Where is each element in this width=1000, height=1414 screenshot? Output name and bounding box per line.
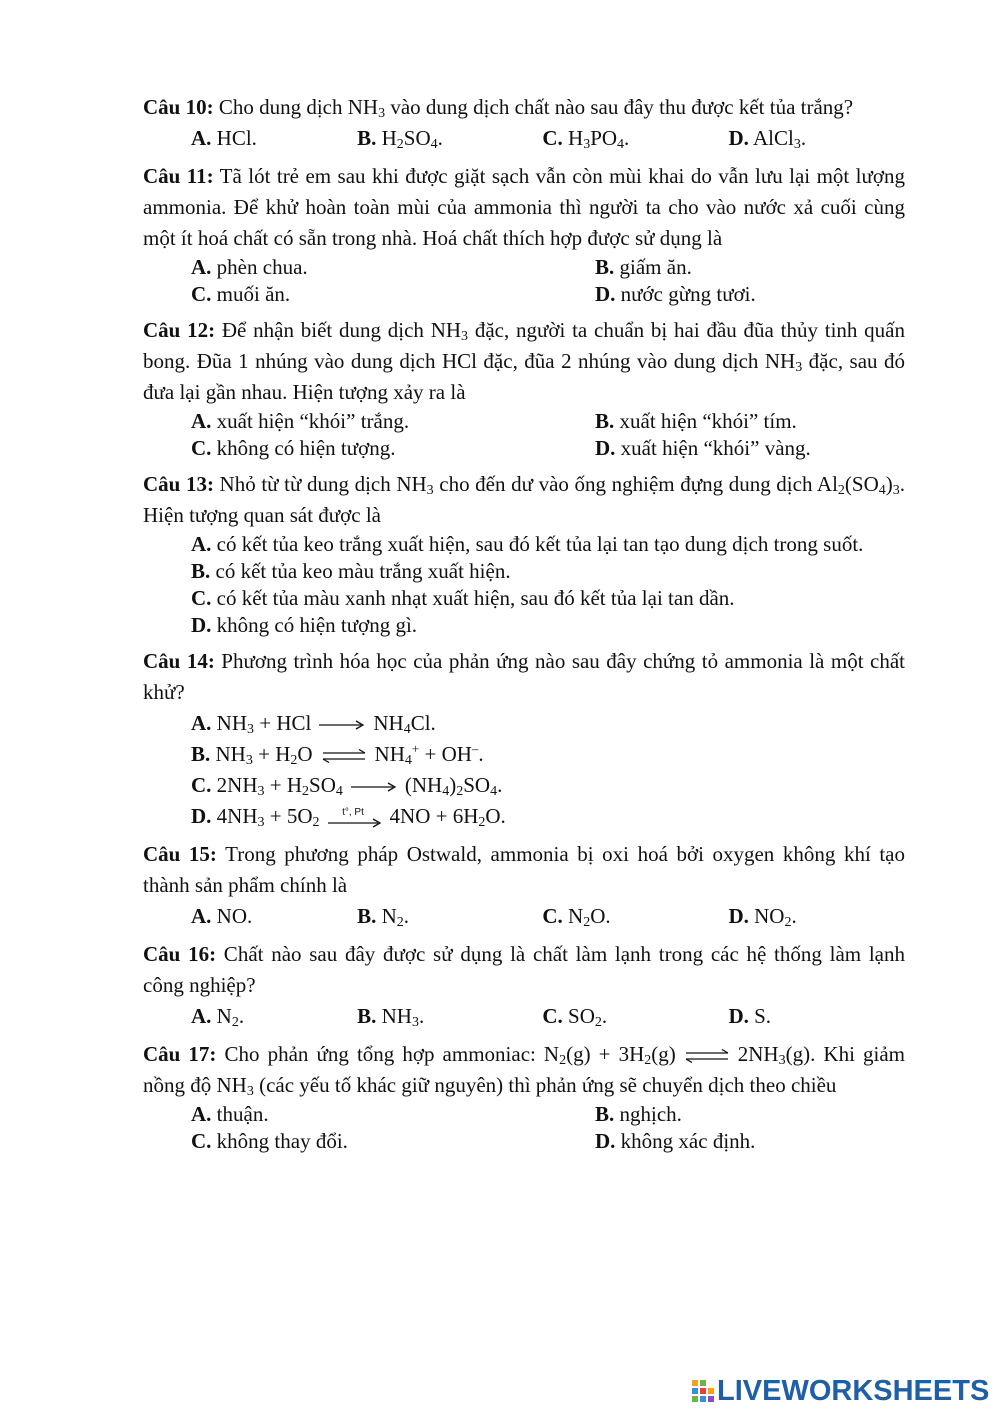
option-d[interactable]: D. $NO_2$. — [728, 904, 797, 930]
question-label: Câu 14: — [143, 649, 215, 673]
option-a[interactable]: A. phèn chua. — [191, 255, 308, 279]
question-stem: Cho phản ứng tổng hợp ammoniac: $N_2(g) + 3H_2(g)$ — [216, 1042, 676, 1068]
options-row — [191, 281, 905, 308]
right-arrow-condition-icon — [328, 807, 382, 829]
question-label: Câu 16: — [143, 942, 217, 966]
option-a[interactable]: A. $N_2$. — [191, 1004, 245, 1030]
question-label: Câu 17: — [143, 1042, 217, 1066]
equilibrium-arrow-icon — [684, 1049, 730, 1063]
question-label: Câu 11: — [143, 164, 214, 188]
option-c[interactable]: C. muối ăn. — [191, 282, 291, 306]
option-b[interactable]: B. $N_2$. — [357, 904, 410, 930]
option-b[interactable]: B. $NH_3$. — [357, 1004, 425, 1030]
liveworksheets-logo — [692, 1376, 989, 1406]
question-10 — [143, 92, 905, 154]
option-c[interactable]: C. có kết tủa màu xanh nhạt xuất hiện, sau đó kết tủa lại tan dần. — [191, 586, 735, 610]
option-a[interactable]: A. $NH_3$ + HCl $NH_4Cl$. — [191, 711, 436, 737]
question-stem: Chất nào sau đây được sử dụng là chất làm lạnh trong các hệ thống làm lạnh công nghiệp? — [143, 942, 905, 997]
option-b[interactable]: B. nghịch. — [595, 1102, 682, 1126]
options-row — [191, 1128, 905, 1155]
question-label: Câu 10: — [143, 95, 214, 119]
options-row — [191, 435, 905, 462]
question-stem: Trong phương pháp Ostwald, ammonia bị oxi hoá bởi oxygen không khí tạo thành sản phẩm chính là — [143, 842, 906, 897]
option-d[interactable]: D. xuất hiện “khói” vàng. — [595, 436, 811, 460]
options-row — [191, 1101, 905, 1128]
question-label: Câu 13: — [143, 472, 214, 496]
liveworksheets-logo-icon — [692, 1380, 714, 1402]
option-c[interactable]: C. $N_2O$. — [542, 904, 611, 930]
option-a[interactable]: A. HCl. — [191, 126, 257, 150]
option-a[interactable]: A. xuất hiện “khói” trắng. — [191, 409, 410, 433]
right-arrow-icon — [319, 719, 365, 731]
option-b[interactable]: B. có kết tủa keo màu trắng xuất hiện. — [191, 559, 511, 583]
option-a[interactable]: A. thuận. — [191, 1102, 269, 1126]
option-d[interactable]: D. không có hiện tượng gì. — [191, 613, 418, 637]
option-d[interactable]: D. AlCl$_3$. — [728, 126, 807, 152]
option-c[interactable]: C. không có hiện tượng. — [191, 436, 396, 460]
question-14 — [143, 646, 905, 832]
option-a[interactable]: A. có kết tủa keo trắng xuất hiện, sau đó kết tủa lại tan tạo dung dịch trong suốt. — [191, 532, 864, 556]
question-15 — [143, 839, 905, 932]
option-a[interactable]: A. NO. — [191, 904, 253, 928]
question-11 — [143, 161, 905, 308]
question-label: Câu 12: — [143, 318, 216, 342]
question-16 — [143, 939, 905, 1032]
option-b[interactable]: B. $NH_3 + H_2O$ $NH_4^+ + OH^-$. — [191, 741, 484, 768]
question-stem: Cho dung dịch $NH_3$ vào dung dịch chất nào sau đây thu được kết tủa trắng? — [213, 95, 854, 121]
option-d[interactable]: D. không xác định. — [595, 1129, 756, 1153]
worksheet-page — [143, 92, 905, 1162]
option-d[interactable]: D. nước gừng tươi. — [595, 282, 756, 306]
question-17 — [143, 1039, 905, 1155]
reaction-condition: t°, Pt — [341, 807, 364, 819]
question-label: Câu 15: — [143, 842, 217, 866]
question-stem: Tã lót trẻ em sau khi được giặt sạch vẫn còn mùi khai do vẫn lưu lại một lượng ammonia. Để khử hoàn toàn mùi của ammonia thì người ta cho vào nước xả cuối cùng một ít hoá chất có sẵn trong nhà. Hoá chất thích hợp được sử dụng là — [143, 164, 905, 250]
option-b[interactable]: B. xuất hiện “khói” tím. — [595, 409, 797, 433]
logo-text: LIVEWORKSHEETS — [717, 1374, 990, 1407]
question-stem: Nhỏ từ từ dung dịch $NH_3$ cho đến dư vào ống nghiệm đựng dung dịch $Al_2(SO_4)_3$. Hiện tượng quan sát được là — [143, 472, 905, 527]
option-c[interactable]: C. $SO_2$. — [542, 1004, 608, 1030]
option-c[interactable]: C. $2NH_3 + H_2SO_4$ $(NH_4)_2SO_4$. — [191, 773, 503, 799]
options-row — [191, 123, 905, 154]
option-b[interactable]: B. giấm ăn. — [595, 255, 692, 279]
right-arrow-icon — [351, 781, 397, 793]
option-b[interactable]: B. $H_2SO_4$. — [357, 126, 443, 152]
question-stem-cont: $2NH_3(g)$. Khi giảm nồng độ $NH_3$ (các yếu tố khác giữ nguyên) thì phản ứng sẽ chuyển dịch theo chiều — [143, 1042, 905, 1099]
question-12 — [143, 315, 905, 462]
option-c[interactable]: C. không thay đổi. — [191, 1129, 348, 1153]
options-row — [191, 1001, 905, 1032]
question-stem: Phương trình hóa học của phản ứng nào sau đây chứng tỏ ammonia là một chất khử? — [143, 649, 905, 704]
question-stem: Để nhận biết dung dịch $NH_3$ đặc, người ta chuẩn bị hai đầu đũa thủy tinh quấn bong. Đũa 1 nhúng vào dung dịch HCl đặc, đũa 2 nhúng vào dung dịch $NH_3$ đặc, sau đó đưa lại gần nhau. Hiện tượng xảy ra là — [143, 318, 906, 404]
question-13 — [143, 469, 905, 639]
option-c[interactable]: C. $H_3PO_4$. — [542, 126, 630, 152]
options-row — [191, 901, 905, 932]
option-d[interactable]: D. $4NH_3 + 5O_2$ t°, Pt $4NO + 6H_2O$. — [191, 804, 506, 830]
option-d[interactable]: D. S. — [728, 1004, 772, 1028]
equilibrium-arrow-icon — [321, 749, 367, 763]
options-row — [191, 408, 905, 435]
options-row — [191, 254, 905, 281]
